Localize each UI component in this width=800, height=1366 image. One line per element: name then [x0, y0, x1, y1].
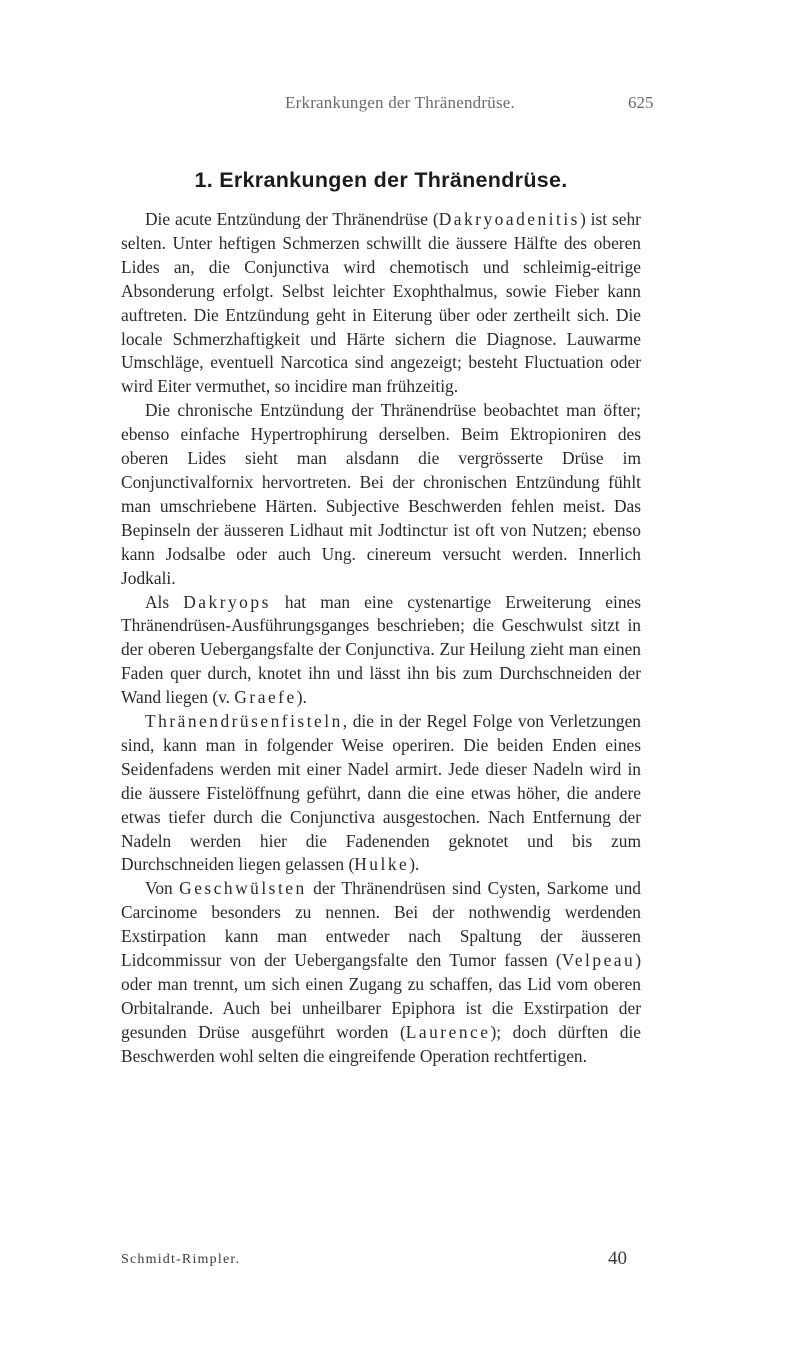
- paragraph-geschwuelste: Von Geschwülsten der Thränendrüsen sind Cysten, Sarkome und Carcinome besonders zu nennen. Bei der nothwendig werdenden Exstirpation kann man entweder nach Spaltung der äusseren Lidcommissur von der Uebergangsfalte den Tumor fassen (Velpeau) oder man trennt, um sich einen Zugang zu schaffen, das Lid vom oberen Orbitalrande. Auch bei unheilbarer Epiphora ist die Exstirpation der gesunden Drüse ausgeführt worden (Laurence); doch dürften die Beschwerden wohl selten die eingreifende Operation rechtfertigen.: [121, 878, 641, 1066]
- paragraph-chronic-inflammation: Die chronische Entzündung der Thränendrüse beobachtet man öfter; ebenso einfache Hypertrophirung derselben. Beim Ektropioniren des oberen Lides sieht man alsdann die vergrösserte Drüse im Conjunctivalfornix hervortreten. Bei der chronischen Entzündung fühlt man umschriebene Härten. Subjective Beschwerden fehlen meist. Das Bepinseln der äusseren Lidhaut mit Jodtinctur ist oft von Nutzen; ebenso kann Jodsalbe oder auch Ung. cinereum versucht werden. Innerlich Jodkali.: [121, 400, 641, 588]
- paragraph-dakryoadenitis: Die acute Entzündung der Thränendrüse (Dakryoadenitis) ist sehr selten. Unter heftigen Schmerzen schwillt die äussere Hälfte des oberen Lides an, die Conjunctiva wird chemotisch und schleimig-eitrige Absonderung erfolgt. Selbst leichter Exophthalmus, sowie Fieber kann auftreten. Die Entzündung geht in Eiterung über oder zertheilt sich. Die locale Schmerzhaftigkeit und Härte sichern die Diagnose. Lauwarme Umschläge, eventuell Narcotica sind angezeigt; besteht Fluctuation oder wird Eiter vermuthet, so incidire man frühzeitig.: [121, 209, 641, 397]
- term-dakryoadenitis: Dakryoadenitis: [438, 209, 580, 229]
- term-thraenendruesenfisteln: Thränendrüsenfisteln: [145, 711, 343, 732]
- page-number: 625: [628, 93, 654, 112]
- author-hulke: Hulke: [354, 854, 410, 875]
- term-dakryops: Dakryops: [183, 591, 271, 612]
- author-graefe: Graefe: [234, 687, 297, 708]
- term-geschwuelsten: Geschwülsten: [179, 878, 307, 899]
- running-head: Erkrankungen der Thränendrüse.: [285, 93, 515, 112]
- signature-mark: Schmidt-Rimpler.: [121, 1252, 241, 1267]
- author-velpeau: Velpeau: [561, 950, 636, 971]
- author-laurence: Laurence: [405, 1021, 491, 1042]
- paragraph-dakryops: Als Dakryops hat man eine cystenartige Erweiterung eines Thränendrüsen-Ausführungsganges beschrieben; die Geschwulst sitzt in der oberen Uebergangsfalte der Conjunctiva. Zur Heilung zieht man einen Faden quer durch, knotet ihn und lässt ihn bis zum Durchschneiden der Wand liegen (v. Graefe).: [121, 591, 641, 708]
- paragraph-fisteln: Thränendrüsenfisteln, die in der Regel Folge von Verletzungen sind, kann man in folgender Weise operiren. Die beiden Enden eines Seidenfadens werden mit einer Nadel armirt. Jede dieser Nadeln wird in die äussere Fistelöffnung geführt, dann die eine etwas höher, die andere etwas tiefer durch die Conjunctiva ausgestochen. Nach Entfernung der Nadeln werden hier die Fadenenden geknotet und bis zum Durchschneiden liegen gelassen (Hulke).: [121, 711, 641, 875]
- sheet-number: 40: [608, 1248, 627, 1269]
- section-title: 1. Erkrankungen der Thränendrüse.: [194, 168, 568, 192]
- body-text: [121, 208, 641, 1069]
